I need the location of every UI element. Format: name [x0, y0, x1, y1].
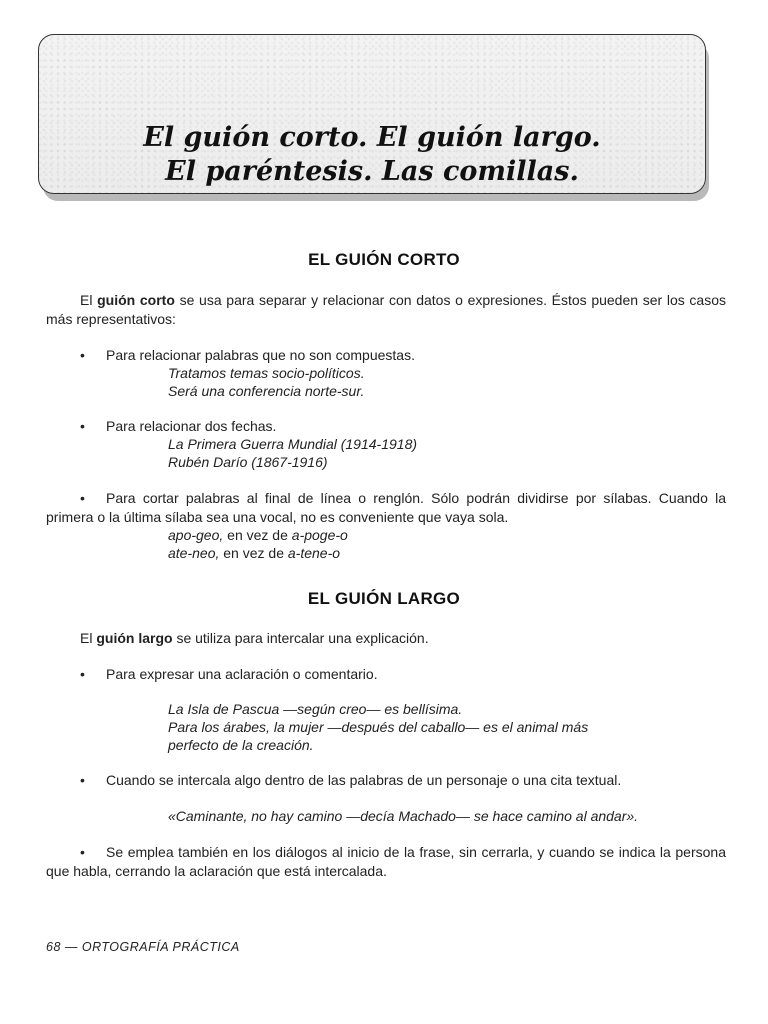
heading-guion-corto: EL GUIÓN CORTO — [308, 250, 460, 269]
bullet-relacionar-fechas: • Para relacionar dos fechas. — [80, 418, 277, 434]
examples-cortar-palabras — [168, 526, 728, 562]
chapter-title — [39, 121, 705, 189]
example-line: Será una conferencia norte-sur. — [168, 383, 365, 399]
example-line: perfecto de la creación. — [168, 737, 314, 753]
bullet-relacionar-palabras: • Para relacionar palabras que no son compuestas. — [80, 347, 415, 363]
example-cita-machado: «Caminante, no hay camino —decía Machado— se hace camino al andar». — [168, 808, 639, 824]
chapter-title-line-1: El guión corto. El guión largo. — [143, 122, 601, 153]
example-line: Para los árabes, la mujer —después del caballo— es el animal más — [168, 719, 589, 735]
bullet-marker: • — [80, 490, 85, 506]
examples-relacionar-fechas — [168, 435, 728, 471]
example-line: Rubén Darío (1867-1916) — [168, 454, 328, 470]
heading-guion-largo: EL GUIÓN LARGO — [307, 589, 461, 608]
example-line: La Isla de Pascua —según creo— es bellísima. — [168, 701, 463, 717]
bullet-dialogos: • Se emplea también en los diálogos al inicio de la frase, sin cerrarla, y cuando se indica la persona que habla, cerrando la aclaración que está intercalada. — [46, 844, 726, 879]
term-guion-corto: guión corto — [97, 292, 175, 308]
examples-relacionar-palabras — [168, 364, 728, 400]
bullet-marker: • — [80, 772, 85, 788]
bullet-aclaracion: • Para expresar una aclaración o comentario. — [80, 666, 378, 682]
bullet-marker: • — [80, 844, 85, 860]
bullet-marker: • — [80, 347, 85, 363]
intro-guion-corto: El guión corto se usa para separar y relacionar con datos o expresiones. Éstos pueden ser los casos más representativos: — [46, 292, 726, 327]
chapter-title-line-2: El paréntesis. Las comillas. — [165, 156, 579, 187]
example-line: apo-geo, en vez de a-poge-o — [168, 527, 348, 543]
bullet-cortar-palabras: • Para cortar palabras al final de línea o renglón. Sólo podrán dividirse por sílabas. Cuando la primera o la última sílaba sea una vocal, no es conveniente que vaya sola. — [46, 490, 726, 525]
example-line: ate-neo, en vez de a-tene-o — [168, 545, 341, 561]
bullet-cita-textual: • Cuando se intercala algo dentro de las palabras de un personaje o una cita textual. — [80, 772, 622, 788]
title-banner — [38, 34, 706, 194]
example-line: Tratamos temas socio-políticos. — [168, 365, 365, 381]
bullet-marker: • — [80, 418, 85, 434]
examples-aclaracion — [168, 700, 728, 754]
bullet-marker: • — [80, 666, 85, 682]
term-guion-largo: guión largo — [96, 630, 173, 646]
page-footer: 68 — ORTOGRAFÍA PRÁCTICA — [46, 940, 240, 954]
example-line: La Primera Guerra Mundial (1914-1918) — [168, 436, 418, 452]
intro-guion-largo: El guión largo se utiliza para intercalar una explicación. — [80, 630, 429, 646]
